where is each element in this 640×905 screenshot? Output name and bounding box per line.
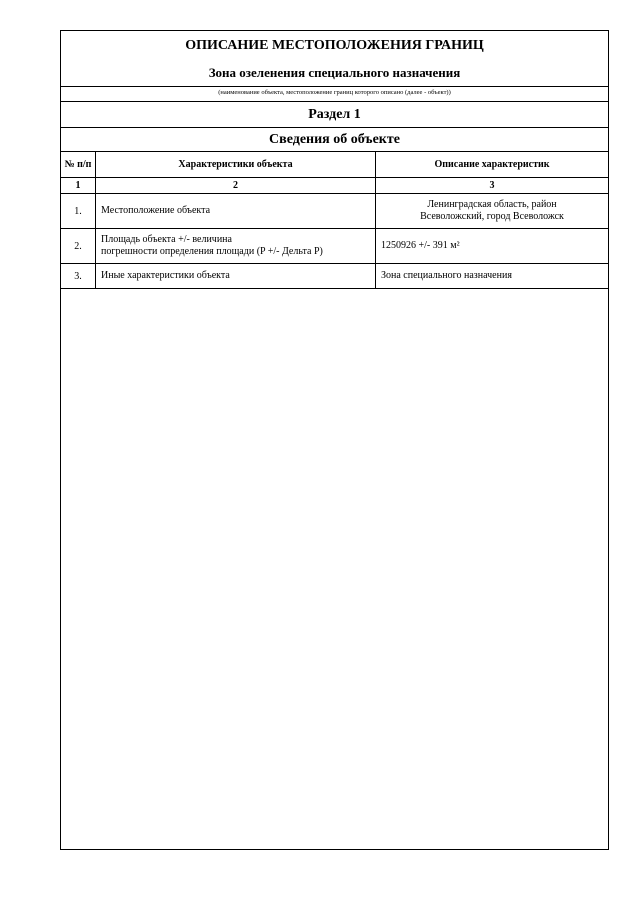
section-label: Раздел 1 — [61, 102, 608, 128]
header-description: Описание характеристик — [376, 152, 609, 178]
column-number-row — [61, 178, 608, 194]
table-row — [61, 229, 608, 264]
object-name: Зона озеленения специального назначения — [208, 65, 461, 80]
table-row — [61, 264, 608, 289]
document-title: ОПИСАНИЕ МЕСТОПОЛОЖЕНИЯ ГРАНИЦ — [185, 38, 484, 53]
row-characteristic: Местоположение объекта — [96, 194, 376, 229]
table-header-row — [61, 152, 608, 178]
row-number: 3. — [61, 264, 96, 289]
column-number: 2 — [96, 178, 376, 194]
title-block — [61, 31, 608, 87]
header-number: № п/п — [61, 152, 96, 178]
object-note: (наименование объекта, местоположение границ которого описано (далее - объект)) — [61, 87, 608, 102]
row-number: 1. — [61, 194, 96, 229]
row-description: 1250926 +/- 391 м² — [376, 229, 609, 264]
column-number: 3 — [376, 178, 609, 194]
row-characteristic: Иные характеристики объекта — [96, 264, 376, 289]
table-row — [61, 194, 608, 229]
row-characteristic: Площадь объекта +/- величина погрешности определения площади (P +/- Дельта P) — [96, 229, 376, 264]
header-characteristic: Характеристики объекта — [96, 152, 376, 178]
row-number: 2. — [61, 229, 96, 264]
column-number: 1 — [61, 178, 96, 194]
section-title: Сведения об объекте — [61, 128, 608, 152]
document-frame — [60, 30, 609, 850]
object-info-table — [61, 152, 608, 289]
row-description: Ленинградская область, район Всеволожский, город Всеволожск — [376, 194, 609, 229]
row-description: Зона специального назначения — [376, 264, 609, 289]
